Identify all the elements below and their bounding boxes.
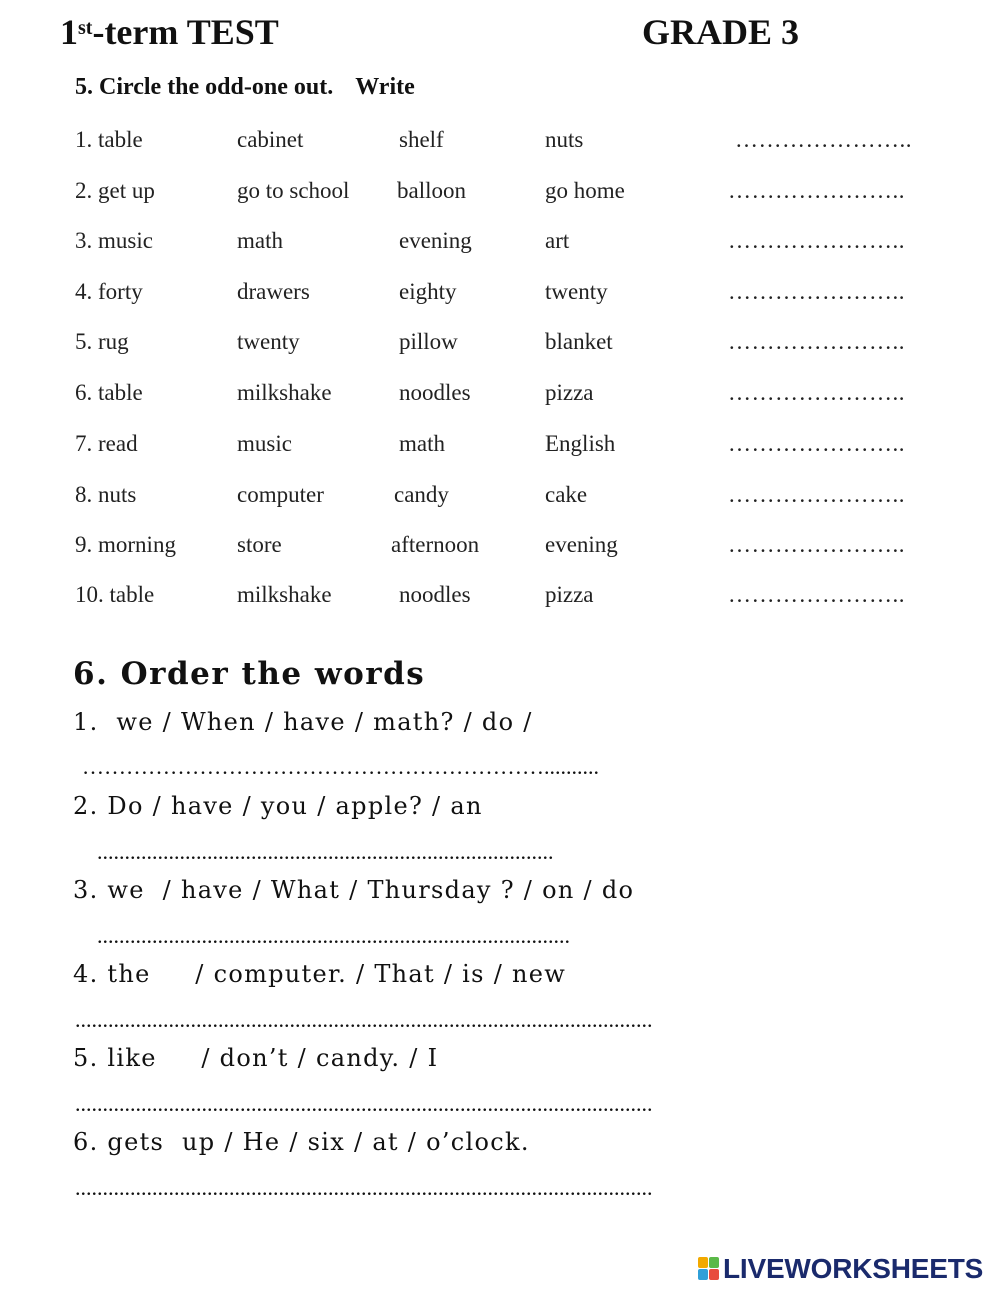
word-option: noodles: [399, 380, 471, 405]
answer-line[interactable]: .........................................................................................................: [75, 1008, 653, 1032]
word-option: nuts: [545, 127, 584, 152]
word-option: drawers: [237, 279, 310, 304]
logo-tile: [709, 1257, 719, 1268]
answer-blank[interactable]: …………………..: [728, 178, 905, 203]
odd-one-out-row: [0, 378, 1000, 408]
title-number: 1: [60, 12, 78, 52]
word-option: noodles: [399, 582, 471, 607]
odd-one-out-row: [0, 176, 1000, 206]
section-5-heading: [75, 72, 415, 102]
answer-line[interactable]: .........................................................................................................: [75, 1092, 653, 1116]
word-option: cake: [545, 482, 588, 507]
word-option: English: [545, 431, 616, 456]
order-words-prompt: 6. gets up / He / six / at / o’clock.: [73, 1128, 530, 1156]
logo-text: LIVEWORKSHEETS: [723, 1253, 984, 1284]
answer-blank[interactable]: …………………..: [728, 582, 905, 607]
word-option: blanket: [545, 329, 613, 354]
order-words-prompt: 5. like / don’t / candy. / I: [73, 1044, 439, 1072]
word-option: eighty: [399, 279, 457, 304]
word-option: math: [399, 431, 445, 456]
word-option: art: [545, 228, 570, 253]
word-option: go home: [545, 178, 625, 203]
question-number: 2. get up: [75, 178, 155, 203]
word-option: pizza: [545, 582, 594, 607]
word-option: music: [237, 431, 292, 456]
order-words-prompt: 4. the / computer. / That / is / new: [73, 960, 567, 988]
odd-one-out-row: [0, 125, 1000, 155]
word-option: shelf: [399, 127, 444, 152]
question-number: 5. rug: [75, 329, 129, 354]
answer-blank[interactable]: …………………..: [728, 329, 905, 354]
answer-line[interactable]: ......................................................................................: [97, 924, 570, 948]
answer-line[interactable]: ………………………………………………………..........: [82, 755, 599, 779]
odd-one-out-row: [0, 429, 1000, 459]
logo-tile: [709, 1269, 719, 1280]
grade-label: GRADE 3: [642, 12, 800, 52]
odd-one-out-row: [0, 530, 1000, 560]
test-title: [60, 12, 279, 52]
word-option: twenty: [545, 279, 608, 304]
word-option: computer: [237, 482, 324, 507]
odd-one-out-row: [0, 580, 1000, 610]
word-option: pillow: [399, 329, 458, 354]
section-6-heading: 6. Order the words: [73, 656, 426, 692]
order-words-prompt: 2. Do / have / you / apple? / an: [73, 792, 483, 820]
word-option: milkshake: [237, 380, 332, 405]
logo-tile: [698, 1257, 708, 1268]
word-option: store: [237, 532, 282, 557]
order-words-prompt: 1. we / When / have / math? / do /: [73, 708, 533, 736]
section-5-write-label: Write: [355, 74, 415, 100]
word-option: go to school: [237, 178, 350, 203]
question-number: 9. morning: [75, 532, 176, 557]
word-option: evening: [399, 228, 472, 253]
answer-blank[interactable]: …………………..: [728, 431, 905, 456]
liveworksheets-logo[interactable]: [698, 1254, 983, 1284]
answer-blank[interactable]: …………………..: [728, 532, 905, 557]
question-number: 6. table: [75, 380, 143, 405]
question-number: 4. forty: [75, 279, 143, 304]
title-superscript: st: [78, 17, 93, 39]
question-number: 8. nuts: [75, 482, 137, 507]
title-text: -term TEST: [92, 12, 279, 52]
answer-blank[interactable]: …………………..: [728, 380, 905, 405]
word-option: evening: [545, 532, 618, 557]
word-option: milkshake: [237, 582, 332, 607]
odd-one-out-row: [0, 277, 1000, 307]
order-words-prompt: 3. we / have / What / Thursday ? / on / do: [73, 876, 635, 904]
liveworksheets-logo-icon: [698, 1257, 720, 1281]
answer-line[interactable]: ...................................................................................: [97, 840, 554, 864]
answer-blank[interactable]: …………………..: [728, 228, 905, 253]
answer-blank[interactable]: …………………..: [735, 127, 912, 152]
odd-one-out-row: [0, 327, 1000, 357]
word-option: pizza: [545, 380, 594, 405]
question-number: 1. table: [75, 127, 143, 152]
answer-blank[interactable]: …………………..: [728, 279, 905, 304]
answer-line[interactable]: .........................................................................................................: [75, 1176, 653, 1200]
question-number: 10. table: [75, 582, 155, 607]
word-option: cabinet: [237, 127, 304, 152]
word-option: balloon: [397, 178, 466, 203]
word-option: afternoon: [391, 532, 480, 557]
word-option: math: [237, 228, 283, 253]
word-option: candy: [394, 482, 449, 507]
section-5-instruction: 5. Circle the odd-one out.: [75, 74, 334, 100]
answer-blank[interactable]: …………………..: [728, 482, 905, 507]
odd-one-out-row: [0, 480, 1000, 510]
logo-tile: [698, 1269, 708, 1280]
question-number: 3. music: [75, 228, 153, 253]
odd-one-out-row: [0, 226, 1000, 256]
word-option: twenty: [237, 329, 300, 354]
question-number: 7. read: [75, 431, 138, 456]
